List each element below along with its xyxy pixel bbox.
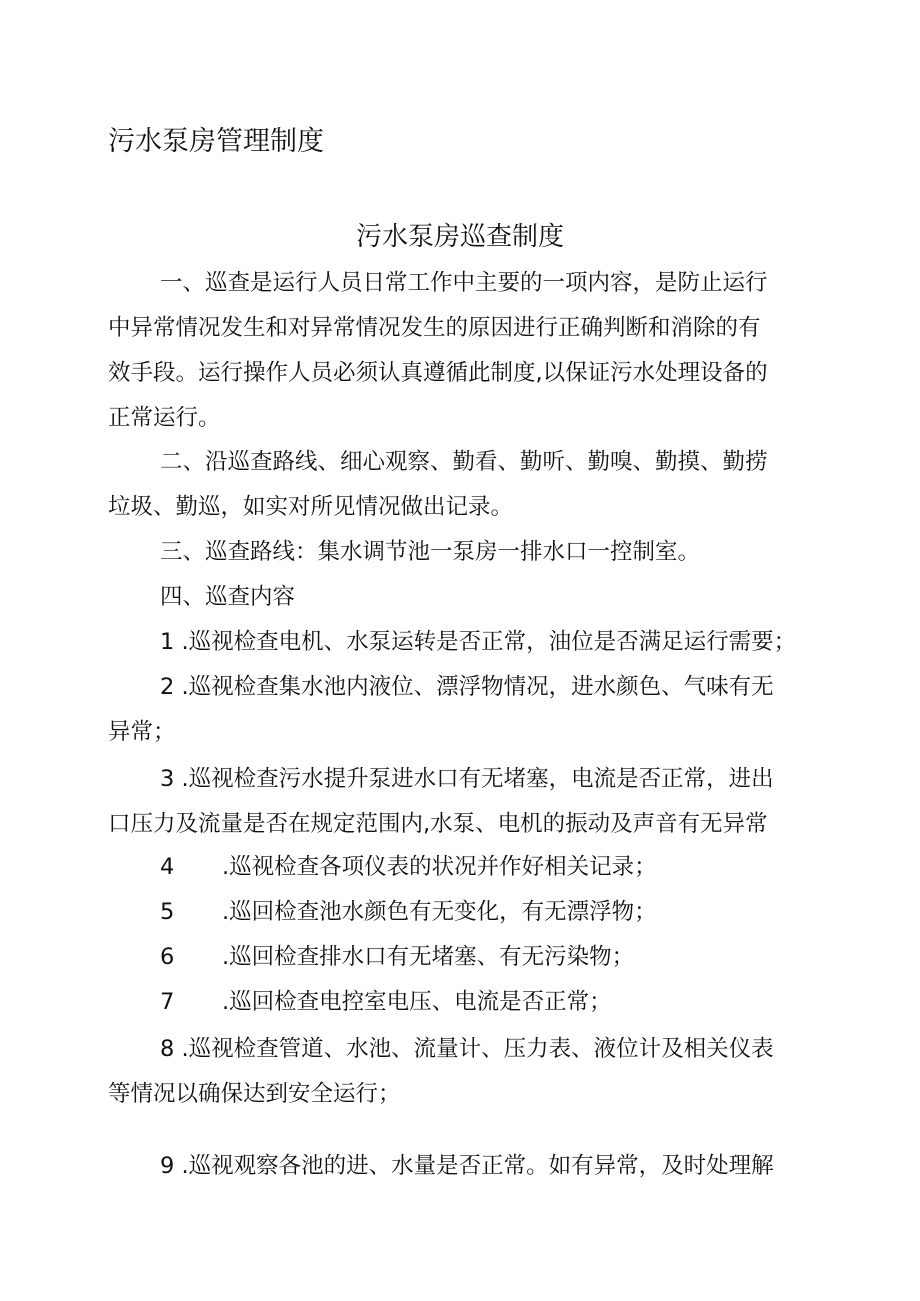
paragraph-4-line-1: 四、巡查内容 (160, 584, 296, 610)
list-item-1-line-1: 1 .巡视检查电机、水泵运转是否正常，油位是否满足运行需要； (160, 629, 797, 655)
paragraph-1 (108, 261, 798, 441)
list-item-8 (108, 1027, 798, 1117)
list-item-5-text: .巡回检查池水颜色有无变化，有无漂浮物； (222, 899, 657, 925)
paragraph-2 (108, 440, 798, 530)
list-item-5-number: 5 (160, 899, 175, 925)
list-item-7-line-1 (108, 980, 798, 1025)
list-item-7-text: .巡回检查电控室电压、电流是否正常； (222, 989, 612, 1015)
paragraph-1-line-1: 一、巡查是运行人员日常工作中主要的一项内容，是防止运行 (160, 270, 768, 296)
list-item-3 (108, 757, 798, 847)
paragraph-1-line-4: 正常运行。 (108, 405, 221, 431)
paragraph-2-line-1: 二、沿巡查路线、细心观察、勤看、勤听、勤嗅、勤摸、勤捞 (160, 449, 768, 475)
list-item-6-text: .巡回检查排水口有无堵塞、有无污染物； (222, 944, 635, 970)
list-item-4-text: .巡视检查各项仪表的状况并作好相关记录； (222, 854, 657, 880)
list-item-9 (108, 1144, 798, 1189)
paragraph-3 (108, 530, 798, 575)
list-item-6-number: 6 (160, 944, 175, 970)
paragraph-2-line-2: 垃圾、勤巡，如实对所见情况做出记录。 (108, 494, 514, 520)
list-item-2-line-2: 异常； (108, 719, 176, 745)
list-item-7 (108, 980, 798, 1025)
paragraph-1-line-3: 效手段。运行操作人员必须认真遵循此制度,以保证污水处理设备的 (108, 360, 768, 386)
list-item-6 (108, 935, 798, 980)
list-item-4-line-1 (108, 845, 798, 890)
list-item-5 (108, 890, 798, 935)
list-item-8-line-1: 8 .巡视检查管道、水池、流量计、压力表、液位计及相关仪表 (160, 1036, 774, 1062)
list-item-4-number: 4 (160, 854, 175, 880)
document-title: 污水泵房管理制度 (108, 126, 324, 157)
list-item-2 (108, 665, 798, 755)
list-item-5-line-1 (108, 890, 798, 935)
list-item-4 (108, 845, 798, 890)
section-title: 污水泵房巡查制度 (355, 222, 564, 252)
list-item-6-line-1 (108, 935, 798, 980)
list-item-7-number: 7 (160, 989, 175, 1015)
list-item-3-line-2: 口压力及流量是否在规定范围内,水泵、电机的振动及声音有无异常 (108, 811, 768, 837)
list-item-8-line-2: 等情况以确保达到安全运行； (108, 1081, 401, 1107)
list-item-1 (108, 620, 798, 665)
list-item-9-line-1: 9 .巡视观察各池的进、水量是否正常。如有异常，及时处理解 (160, 1153, 774, 1179)
list-item-3-line-1: 3 .巡视检查污水提升泵进水口有无堵塞，电流是否正常，进出 (160, 766, 774, 792)
paragraph-1-line-2: 中异常情况发生和对异常情况发生的原因进行正确判断和消除的有 (108, 315, 761, 341)
list-item-2-line-1: 2 .巡视检查集水池内液位、漂浮物情况，进水颜色、气味有无 (160, 674, 774, 700)
paragraph-4 (108, 575, 798, 620)
paragraph-3-line-1: 三、巡查路线：集水调节池一泵房一排水口一控制室。 (160, 539, 701, 565)
